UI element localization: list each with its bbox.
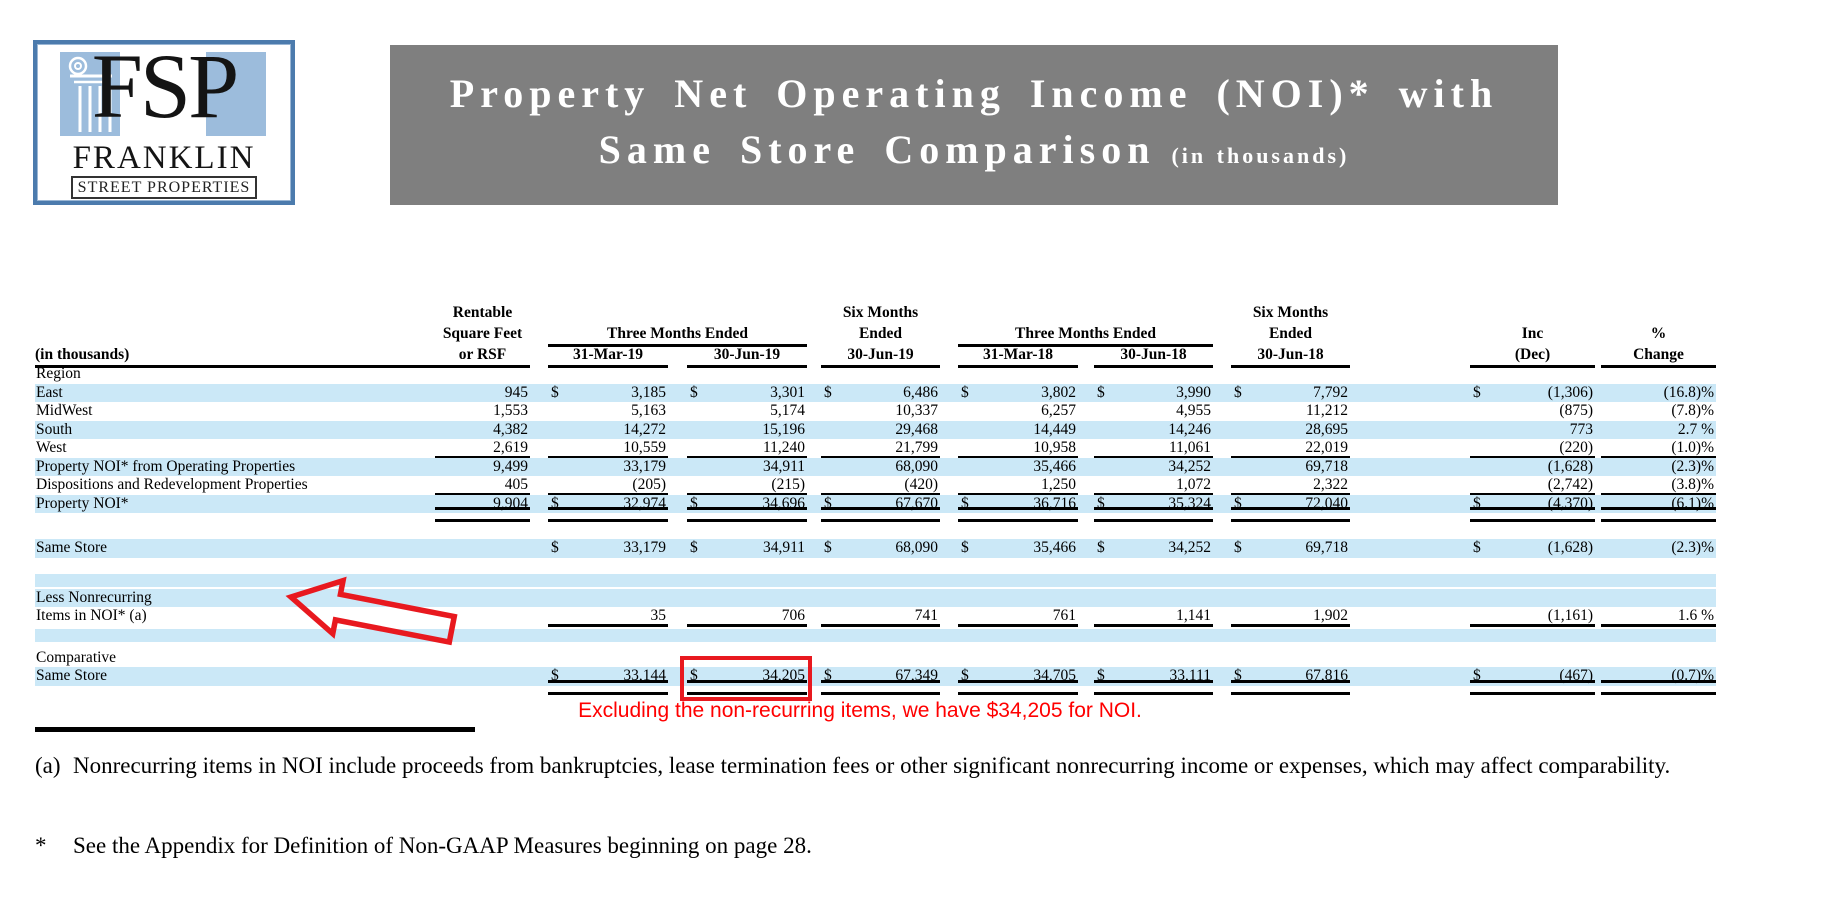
money-cell [548, 539, 668, 558]
money-cell [1231, 402, 1350, 421]
money-cell [687, 402, 807, 421]
money-cell [1231, 384, 1350, 403]
underline [821, 507, 940, 522]
dollar-sign: $ [824, 383, 832, 401]
dollar-sign: $ [1473, 383, 1481, 401]
cell-value: 2,322 [1313, 476, 1348, 493]
table-row [35, 439, 1716, 458]
table-row [35, 421, 1716, 440]
cell-value: 4,955 [1176, 402, 1211, 419]
cell-value: 3,802 [1041, 383, 1076, 401]
title-banner [390, 45, 1558, 205]
table-row [35, 667, 1716, 686]
pct-change-cell: (1.0)% [1601, 439, 1716, 458]
row-label: South [36, 420, 73, 438]
cell-value: (220) [1559, 439, 1593, 456]
header-inc: Inc [1521, 325, 1544, 342]
header-rsf-line1: Rentable [452, 304, 513, 321]
money-cell [548, 421, 668, 440]
money-cell [1094, 495, 1213, 514]
cell-value: 15,196 [762, 420, 805, 438]
header-change: Change [1601, 344, 1716, 368]
money-cell [548, 439, 668, 458]
table-row [35, 539, 1716, 558]
money-cell [1094, 607, 1213, 626]
cell-value: 1,250 [1041, 476, 1076, 493]
money-cell [958, 384, 1078, 403]
money-cell [1231, 476, 1350, 495]
table-row [35, 649, 1716, 668]
money-cell [821, 667, 940, 686]
money-cell [687, 539, 807, 558]
money-cell [687, 607, 807, 626]
money-cell [1094, 667, 1213, 686]
cell-value: (1,628) [1547, 539, 1593, 556]
rsf-cell: 405 [435, 476, 530, 495]
money-cell [548, 667, 668, 686]
table-row [35, 365, 1716, 384]
underline [548, 624, 668, 627]
dollar-sign: $ [551, 383, 559, 401]
money-cell [1470, 476, 1595, 495]
company-logo [33, 35, 295, 205]
cell-value: 29,468 [895, 420, 938, 438]
rsf-cell: 9,904 [435, 495, 530, 514]
underline [1470, 624, 1595, 627]
cell-value: 773 [1569, 420, 1593, 438]
pct-change-cell: (2.3)% [1671, 539, 1714, 556]
money-cell [687, 495, 807, 514]
money-cell [687, 384, 807, 403]
row-label: West [36, 439, 67, 456]
rsf-cell: 2,619 [435, 439, 530, 458]
rsf-cell: 945 [504, 383, 528, 401]
money-cell [1094, 439, 1213, 458]
money-cell [1470, 402, 1595, 421]
dollar-sign: $ [1097, 383, 1105, 401]
red-left-arrow-icon [285, 565, 485, 645]
header-six-months-2018-line2: Ended [1268, 325, 1313, 342]
money-cell [687, 667, 807, 686]
underline [1231, 680, 1350, 695]
money-cell [958, 495, 1078, 514]
underline [958, 624, 1078, 627]
cell-value: 6,486 [903, 383, 938, 401]
cell-value: (420) [904, 476, 938, 493]
header-date-31-mar-19: 31-Mar-19 [548, 344, 668, 368]
footnotes [35, 748, 1695, 863]
header-pct: % [1650, 325, 1667, 342]
money-cell [1470, 384, 1595, 403]
money-cell [821, 384, 940, 403]
cell-value: 5,163 [631, 402, 666, 419]
underline [958, 680, 1078, 695]
dollar-sign: $ [824, 667, 832, 684]
cell-value: 36,716 [1033, 494, 1076, 512]
cell-value: 34,911 [762, 457, 805, 475]
slide-title-line2 [599, 127, 1350, 179]
cell-value: 34,911 [762, 539, 805, 556]
pct-change-cell: (16.8)% [1663, 383, 1714, 401]
header-corner-label: (in thousands) [35, 344, 435, 368]
money-cell [548, 476, 668, 495]
cell-value: 706 [781, 607, 805, 624]
red-annotation-text: Excluding the non-recurring items, we have $34,205 for NOI. [578, 699, 1142, 722]
row-label: MidWest [36, 402, 93, 419]
cell-value: (1,161) [1547, 607, 1593, 624]
dollar-sign: $ [1234, 539, 1242, 556]
cell-value: 3,185 [631, 383, 666, 401]
row-label: Same Store [36, 539, 108, 556]
cell-value: (467) [1559, 667, 1593, 684]
cell-value: 761 [1052, 607, 1076, 624]
cell-value: 10,559 [623, 439, 666, 456]
cell-value: 33,144 [623, 667, 666, 684]
cell-value: 68,090 [895, 457, 938, 475]
cell-value: 5,174 [770, 402, 805, 419]
cell-value: 3,301 [770, 383, 805, 401]
money-cell [1094, 421, 1213, 440]
pct-change-cell: (0.7)% [1601, 667, 1716, 686]
header-dec: (Dec) [1470, 344, 1595, 368]
money-cell [1470, 539, 1595, 558]
cell-value: 34,696 [762, 494, 805, 512]
underline [958, 507, 1078, 522]
pct-change-cell: (2.3)% [1671, 457, 1714, 475]
rsf-cell: 4,382 [493, 420, 528, 438]
pct-change-cell: (6.1)% [1601, 495, 1716, 514]
underline [1601, 624, 1716, 627]
money-cell [1231, 458, 1350, 477]
table-row [35, 589, 1716, 608]
header-date-30-jun-19: 30-Jun-19 [687, 344, 807, 368]
dollar-sign: $ [1234, 667, 1242, 684]
table-row [35, 495, 1716, 514]
money-cell [821, 495, 940, 514]
dollar-sign: $ [1473, 494, 1481, 512]
cell-value: 1,072 [1176, 476, 1211, 493]
cell-value: 10,337 [895, 402, 938, 419]
underline [1470, 680, 1595, 695]
dollar-sign: $ [690, 494, 698, 512]
money-cell [958, 421, 1078, 440]
row-label: Items in NOI* (a) [36, 607, 147, 624]
money-cell [1231, 539, 1350, 558]
dollar-sign: $ [1097, 667, 1105, 684]
money-cell [1094, 384, 1213, 403]
header-date-31-mar-18: 31-Mar-18 [958, 344, 1078, 368]
cell-value: 14,272 [623, 420, 666, 438]
money-cell [687, 421, 807, 440]
money-cell [548, 384, 668, 403]
row-label: Property NOI* [36, 494, 129, 512]
money-cell [1231, 421, 1350, 440]
underline [548, 680, 668, 695]
dollar-sign: $ [551, 494, 559, 512]
row-label: Property NOI* from Operating Properties [36, 457, 296, 475]
cell-value: 21,799 [895, 439, 938, 456]
cell-value: 72,040 [1305, 494, 1348, 512]
header-rsf-line2: Square Feet [442, 325, 523, 342]
underline [1231, 507, 1350, 522]
money-cell [1470, 495, 1595, 514]
cell-value: 33,179 [623, 539, 666, 556]
header-three-months-2018: Three Months Ended [958, 323, 1213, 347]
pct-change-cell: (3.8)% [1601, 476, 1716, 495]
footnote-asterisk-marker: * [35, 833, 47, 858]
fsp-logo-mark [44, 35, 284, 141]
money-cell [958, 439, 1078, 458]
money-cell [687, 458, 807, 477]
cell-value: 34,252 [1168, 539, 1211, 556]
cell-value: 28,695 [1305, 420, 1348, 438]
header-date-30-jun-18: 30-Jun-18 [1094, 344, 1213, 368]
cell-value: 34,252 [1168, 457, 1211, 475]
row-label: East [36, 383, 63, 401]
underline [687, 624, 807, 627]
row-label: Comparative [36, 648, 117, 666]
money-cell [687, 476, 807, 495]
row-label: Less Nonrecurring [36, 588, 152, 606]
money-cell [821, 539, 940, 558]
money-cell [1094, 458, 1213, 477]
dollar-sign: $ [961, 539, 969, 556]
money-cell [1231, 439, 1350, 458]
cell-value: 11,061 [1168, 439, 1211, 456]
underline [1094, 624, 1213, 627]
dollar-sign: $ [1234, 383, 1242, 401]
cell-value: 35 [650, 607, 666, 624]
cell-value: 32,974 [623, 494, 666, 512]
money-cell [958, 458, 1078, 477]
underline [1601, 507, 1716, 522]
money-cell [1231, 607, 1350, 626]
money-cell [548, 607, 668, 626]
money-cell [1231, 667, 1350, 686]
money-cell [821, 476, 940, 495]
header-rsf-line3: or RSF [435, 344, 530, 368]
money-cell [1094, 539, 1213, 558]
slide-title-units: (in thousands) [1171, 143, 1350, 168]
dollar-sign: $ [690, 539, 698, 556]
cell-value: (875) [1559, 402, 1593, 419]
slide-title-line2-text: Same Store Comparison [598, 127, 1156, 172]
dollar-sign: $ [551, 667, 559, 684]
money-cell [1470, 458, 1595, 477]
dollar-sign: $ [1473, 667, 1481, 684]
cell-value: 1,902 [1313, 607, 1348, 624]
money-cell [821, 439, 940, 458]
cell-value: (215) [771, 476, 805, 493]
money-cell [548, 495, 668, 514]
row-label: Dispositions and Redevelopment Properties [36, 476, 308, 493]
dollar-sign: $ [961, 383, 969, 401]
footnote-a [35, 748, 1695, 783]
underline [821, 680, 940, 695]
cell-value: (1,306) [1547, 383, 1593, 401]
dollar-sign: $ [824, 539, 832, 556]
cell-value: 34,205 [762, 667, 805, 684]
footnote-a-text: Nonrecurring items in NOI include proceeds from bankruptcies, lease termination fees or other significant nonrecurring income or expenses, which may affect comparability. [73, 753, 1671, 778]
pct-change-cell: 1.6 % [1601, 607, 1716, 626]
money-cell [687, 439, 807, 458]
money-cell [1231, 495, 1350, 514]
table-header-row-2 [35, 323, 1716, 344]
row-label: Region [36, 365, 81, 382]
header-date-six-30-jun-18: 30-Jun-18 [1231, 344, 1350, 368]
underline [1601, 680, 1716, 695]
footnote-asterisk [35, 828, 1695, 863]
dollar-sign: $ [690, 667, 698, 684]
cell-value: 22,019 [1305, 439, 1348, 456]
money-cell [821, 607, 940, 626]
pct-change-cell: 2.7 % [1677, 420, 1714, 438]
dollar-sign: $ [1097, 539, 1105, 556]
dollar-sign: $ [551, 539, 559, 556]
underline [1231, 624, 1350, 627]
table-row [35, 384, 1716, 403]
footnote-a-marker: (a) [35, 753, 61, 778]
money-cell [1094, 476, 1213, 495]
cell-value: 3,990 [1176, 383, 1211, 401]
header-six-months-2019-line1: Six Months [842, 304, 919, 321]
footnote-separator-line [35, 727, 475, 732]
underline [821, 624, 940, 627]
header-three-months-2019: Three Months Ended [548, 323, 807, 347]
cell-value: (4,370) [1547, 494, 1593, 512]
money-cell [1470, 667, 1595, 686]
dollar-sign: $ [824, 494, 832, 512]
cell-value: 67,816 [1305, 667, 1348, 684]
money-cell [1470, 439, 1595, 458]
cell-value: 11,240 [762, 439, 805, 456]
dollar-sign: $ [690, 383, 698, 401]
header-date-six-30-jun-19: 30-Jun-19 [821, 344, 940, 368]
table-row [35, 476, 1716, 495]
underline [1094, 680, 1213, 695]
money-cell [548, 458, 668, 477]
table-body [35, 365, 1716, 686]
rsf-cell: 9,499 [493, 457, 528, 475]
cell-value: (205) [632, 476, 666, 493]
cell-value: 14,449 [1033, 420, 1076, 438]
money-cell [821, 458, 940, 477]
cell-value: 33,111 [1169, 667, 1211, 684]
cell-value: 67,670 [895, 494, 938, 512]
footnote-asterisk-text: See the Appendix for Definition of Non-GAAP Measures beginning on page 28. [73, 833, 812, 858]
cell-value: 67,349 [895, 667, 938, 684]
cell-value: 35,466 [1033, 457, 1076, 475]
cell-value: 33,179 [623, 457, 666, 475]
cell-value: 10,958 [1033, 439, 1076, 456]
underline [548, 507, 668, 522]
pct-change-cell: (7.8)% [1671, 402, 1714, 419]
redbox-highlight [680, 656, 812, 701]
table-row [35, 458, 1716, 477]
dollar-sign: $ [961, 667, 969, 684]
slide-title-line1: Property Net Operating Income (NOI)* with [449, 71, 1499, 116]
noi-table [35, 302, 1716, 686]
underline [1470, 507, 1595, 522]
dollar-sign: $ [961, 494, 969, 512]
header-six-months-2019-line2: Ended [858, 325, 903, 342]
dollar-sign: $ [1097, 494, 1105, 512]
underline [435, 507, 530, 522]
logo-name-street-properties: STREET PROPERTIES [71, 176, 258, 199]
cell-value: 68,090 [895, 539, 938, 556]
cell-value: 741 [914, 607, 938, 624]
logo-name-franklin: FRANKLIN [72, 140, 256, 176]
underline [1094, 507, 1213, 522]
cell-value: 69,718 [1305, 539, 1348, 556]
money-cell [821, 402, 940, 421]
cell-value: 1,141 [1176, 607, 1211, 624]
logo-acronym: FSP [91, 35, 237, 137]
cell-value: 7,792 [1313, 383, 1348, 401]
cell-value: (2,742) [1547, 476, 1593, 493]
rsf-cell: 1,553 [493, 402, 528, 419]
table-row [35, 402, 1716, 421]
cell-value: 6,257 [1041, 402, 1076, 419]
row-label: Same Store [36, 667, 108, 684]
underline [687, 507, 807, 522]
money-cell [958, 667, 1078, 686]
cell-value: 14,246 [1168, 420, 1211, 438]
cell-value: 34,705 [1033, 667, 1076, 684]
cell-value: 69,718 [1305, 457, 1348, 475]
money-cell [821, 421, 940, 440]
table-header-row-1 [35, 302, 1716, 323]
money-cell [1470, 421, 1595, 440]
money-cell [958, 539, 1078, 558]
cell-value: 35,466 [1033, 539, 1076, 556]
header-six-months-2018-line1: Six Months [1252, 304, 1329, 321]
cell-value: 11,212 [1305, 402, 1348, 419]
dollar-sign: $ [1234, 494, 1242, 512]
money-cell [958, 476, 1078, 495]
dollar-sign: $ [1473, 539, 1481, 556]
money-cell [1470, 607, 1595, 626]
cell-value: 35,324 [1168, 494, 1211, 512]
money-cell [958, 607, 1078, 626]
cell-value: (1,628) [1547, 457, 1593, 475]
money-cell [958, 402, 1078, 421]
money-cell [1094, 402, 1213, 421]
table-header-row-3 [35, 344, 1716, 365]
money-cell [548, 402, 668, 421]
